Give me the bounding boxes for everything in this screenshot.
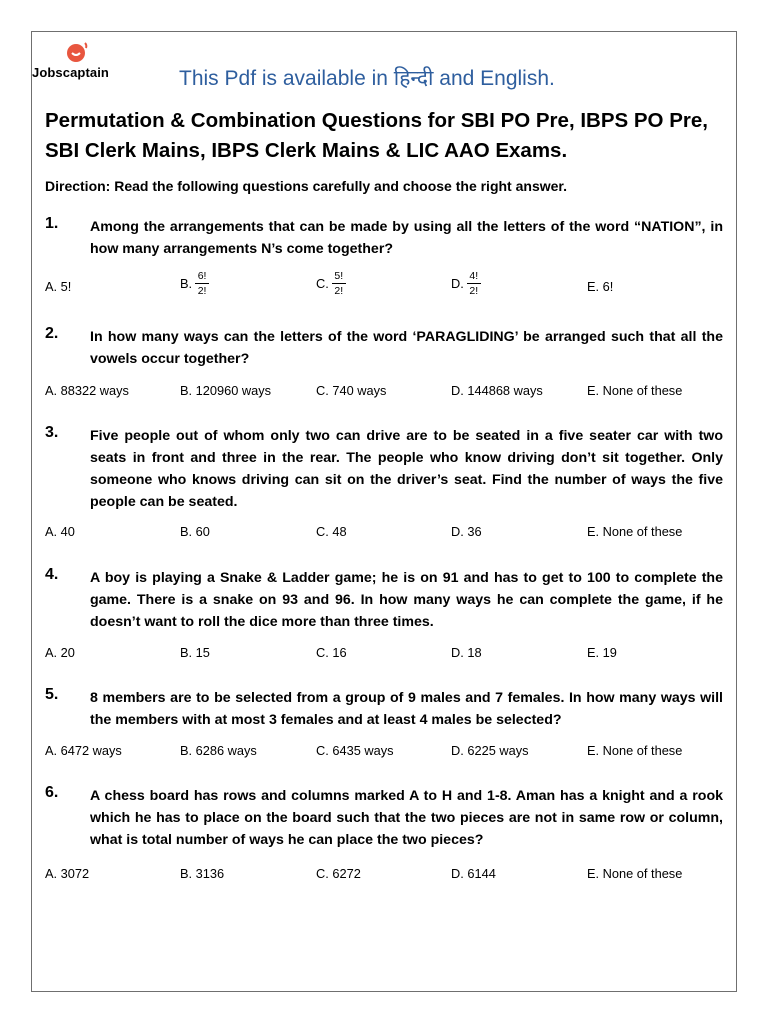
option-c: C. 16 [316,645,347,660]
question-number: 4. [45,566,59,583]
question-number: 2. [45,325,59,342]
option-b: B. 3136 [180,866,225,881]
question-number: 5. [45,686,59,703]
option-a: A. 6472 ways [45,743,122,758]
option-b: B. 60 [180,524,210,539]
option-d: D. 144868 ways [451,383,543,398]
option-a: A. 3072 [45,866,90,881]
question-text: A chess board has rows and columns marked A to H and 1-8. Aman has a knight and a rook which he has to place on the board such that the two pieces are not in same row or column, what is total number of ways he can place the two pieces? [90,788,723,848]
fraction [195,270,209,297]
fraction-denominator: 2! [334,285,344,297]
option-e: E. 6! [587,279,614,294]
option-label: B. [180,276,193,291]
fraction-numerator: 5! [334,270,344,282]
option-b: B. 15 [180,645,210,660]
option-a: A. 20 [45,645,75,660]
option-label: C. [316,276,329,291]
question-number: 6. [45,784,59,801]
fraction [332,270,346,297]
option-d [451,270,481,297]
option-e: E. None of these [587,383,683,398]
option-c: C. 6272 [316,866,361,881]
fraction-numerator: 4! [469,270,479,282]
option-e: E. 19 [587,645,617,660]
option-e: E. None of these [587,524,683,539]
logo-mark-icon [65,40,91,66]
fraction-numerator: 6! [197,270,207,282]
option-c: C. 740 ways [316,383,387,398]
option-a: A. 88322 ways [45,383,129,398]
question-text: In how many ways can the letters of the word ‘PARAGLIDING’ be arranged such that all the vowels occur together? [90,329,723,367]
fraction-denominator: 2! [197,285,207,297]
option-d: D. 6225 ways [451,743,529,758]
direction-text: Direction: Read the following questions carefully and choose the right answer. [45,178,567,194]
option-c [316,270,346,297]
page-title: Permutation & Combination Questions for SBI PO Pre, IBPS PO Pre, SBI Clerk Mains, IBPS Clerk Mains & LIC AAO Exams. [45,109,708,162]
option-a: A. 5! [45,279,72,294]
logo-text: Jobscaptain [32,65,109,80]
option-d: D. 36 [451,524,482,539]
option-d: D. 6144 [451,866,496,881]
fraction-bar [195,283,209,284]
option-label: D. [451,276,464,291]
option-c: C. 48 [316,524,347,539]
question-number: 1. [45,215,59,232]
option-e: E. None of these [587,743,683,758]
option-b: B. 120960 ways [180,383,272,398]
question-number: 3. [45,424,59,441]
option-c: C. 6435 ways [316,743,394,758]
fraction-bar [332,283,346,284]
question-text: Five people out of whom only two can drive are to be seated in a five seater car with two seats in front and three in the rear. The people who know driving don’t sit together. Only someone who knows driving can sit on the driver’s seat. Find the number of ways the five people can be seated. [90,428,723,510]
option-e: E. None of these [587,866,683,881]
fraction [467,270,481,297]
question-text: A boy is playing a Snake & Ladder game; he is on 91 and has to get to 100 to complete the game. There is a snake on 93 and 96. In how many ways he can complete the game, if he doesn’t want to roll the dice more than three times. [90,570,723,630]
fraction-denominator: 2! [469,285,479,297]
option-b [180,270,209,297]
option-a: A. 40 [45,524,75,539]
fraction-bar [467,283,481,284]
option-b: B. 6286 ways [180,743,257,758]
logo [32,40,130,86]
question-text: 8 members are to be selected from a group of 9 males and 7 females. In how many ways will the members with at most 3 females and at least 4 males be selected? [90,690,723,728]
option-d: D. 18 [451,645,482,660]
question-text: Among the arrangements that can be made by using all the letters of the word “NATION”, in how many arrangements N’s come together? [90,219,723,257]
availability-banner: This Pdf is available in हिन्दी and English. [179,67,555,90]
